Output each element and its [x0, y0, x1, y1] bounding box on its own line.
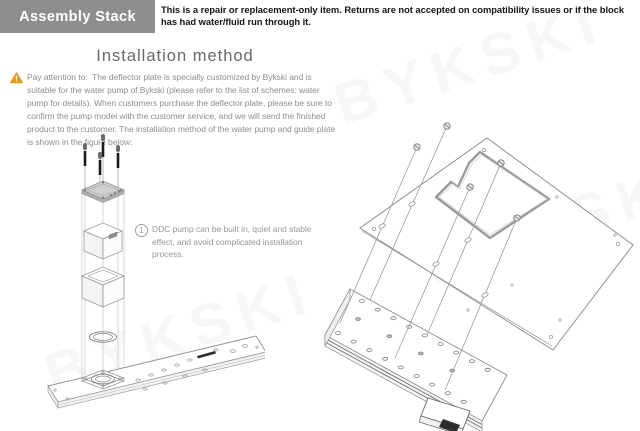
note-number-badge: 1 [135, 224, 148, 237]
section-header [0, 0, 155, 33]
mounting-plate [48, 336, 265, 408]
pump-housing-frame [82, 267, 124, 307]
attention-body: The deflector plate is specially customized by Bykski and is suitable for the water pump of Bykski (please refer to the list of schemes: water pump for details). When customers purchase the deflector plate, please be sure to confirm the pump model with the customer service, and we will send the finished product to the customer. The installation method of the water pump and guide plate is shown in the figure below: [27, 72, 336, 147]
ddc-pump-body [84, 223, 122, 259]
ddc-pump-note: DDC pump can be built in, quiet and stable effect, and avoid complicated installation process. [152, 224, 312, 259]
section-header-title: Assembly Stack [19, 8, 136, 25]
installation-method-title: Installation method [96, 47, 254, 65]
exploded-pump-stack-diagram [25, 125, 265, 431]
attention-prefix: Pay attention to: [27, 72, 88, 82]
panel-mounting-diagram [318, 95, 640, 431]
warning-icon [10, 72, 23, 84]
return-policy-notice: This is a repair or replacement-only item. Returns are not accepted on compatibility issues or if the block has had water/fluid run through it. [161, 4, 625, 27]
